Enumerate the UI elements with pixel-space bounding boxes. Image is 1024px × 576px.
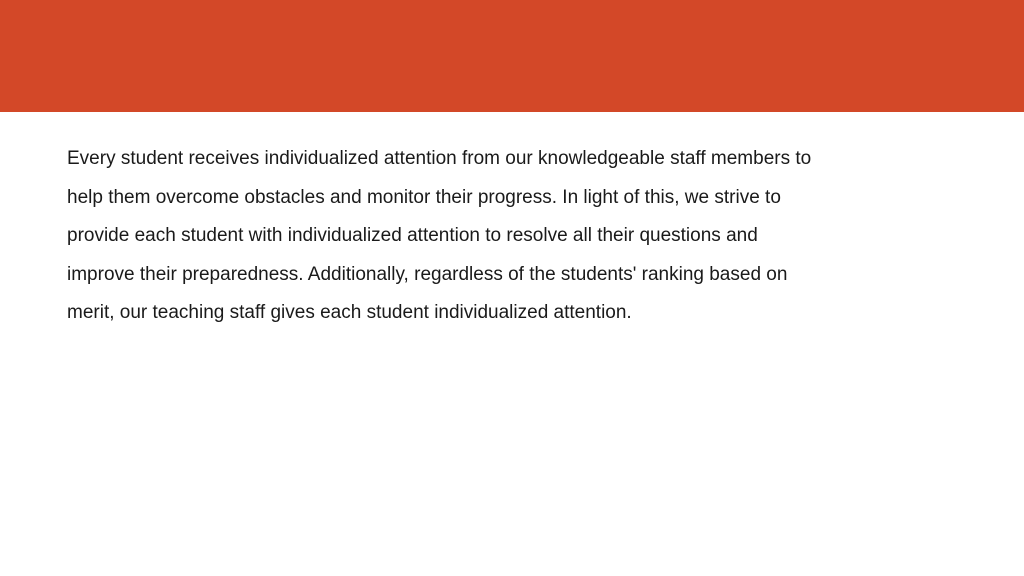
- header-band: [0, 0, 1024, 112]
- body-paragraph: Every student receives individualized attention from our knowledgeable staff members to help them overcome obstacles and monitor their progress. In light of this, we strive to provide each student with individualized attention to resolve all their questions and improve their preparedness. Additionally, regardless of the students' ranking based on merit, our teaching staff gives each student individualized attention.: [67, 148, 812, 323]
